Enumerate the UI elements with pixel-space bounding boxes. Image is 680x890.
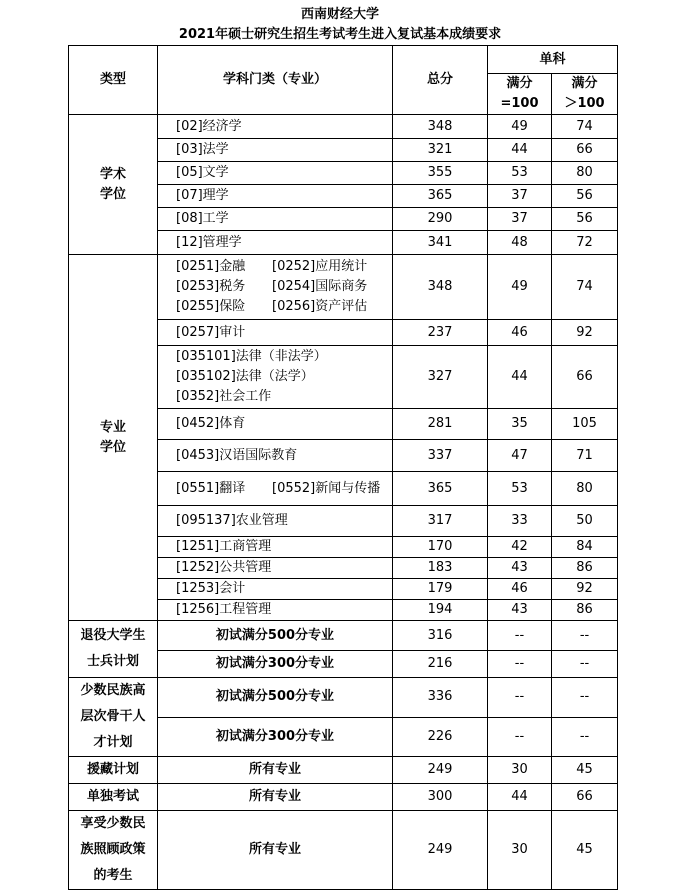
subject-cell: 初试满分300分专业 xyxy=(158,717,393,757)
total-score: 300 xyxy=(393,784,488,811)
subject-cell: [03]法学 xyxy=(158,139,393,162)
subject-cell: [1251]工商管理 xyxy=(158,537,393,558)
subject-cell: [05]文学 xyxy=(158,162,393,185)
total-score: 336 xyxy=(393,678,488,718)
header-total: 总分 xyxy=(393,46,488,115)
category-professional xyxy=(69,255,158,621)
subject-cell: 初试满分500分专业 xyxy=(158,621,393,651)
subject-cell: [1253]会计 xyxy=(158,579,393,600)
category-minority-line1: 少数民族高 xyxy=(80,683,146,698)
score-100: 44 xyxy=(488,784,552,811)
total-score: 316 xyxy=(393,621,488,651)
score-gt100: 50 xyxy=(552,506,618,537)
score-table xyxy=(68,45,618,890)
score-100: -- xyxy=(488,621,552,651)
subject-cell: [0452]体育 xyxy=(158,409,393,440)
header-single: 单科 xyxy=(488,46,618,74)
subject-cell: 所有专业 xyxy=(158,784,393,811)
subject-cell: [095137]农业管理 xyxy=(158,506,393,537)
category-policy-line2: 族照顾政策 xyxy=(80,842,146,857)
category-minority xyxy=(69,678,158,757)
score-100: 37 xyxy=(488,185,552,208)
score-gt100: -- xyxy=(552,651,618,678)
subject-item: [0552]新闻与传播 xyxy=(272,480,381,496)
subject-cell xyxy=(158,472,393,506)
score-gt100: 80 xyxy=(552,162,618,185)
category-minority-line3: 才计划 xyxy=(93,735,133,750)
subject-cell: 所有专业 xyxy=(158,811,393,890)
score-100: 53 xyxy=(488,162,552,185)
category-tibet: 援藏计划 xyxy=(69,757,158,784)
score-gt100: 84 xyxy=(552,537,618,558)
total-score: 321 xyxy=(393,139,488,162)
score-100: 48 xyxy=(488,231,552,255)
score-gt100: 92 xyxy=(552,579,618,600)
score-gt100: 66 xyxy=(552,784,618,811)
score-100: -- xyxy=(488,717,552,757)
score-gt100: 86 xyxy=(552,600,618,621)
category-academic-line2: 学位 xyxy=(99,186,126,202)
total-score: 327 xyxy=(393,346,488,409)
header-full100 xyxy=(488,74,552,115)
subject-cell: 所有专业 xyxy=(158,757,393,784)
score-gt100: 45 xyxy=(552,757,618,784)
total-score: 194 xyxy=(393,600,488,621)
score-gt100: 56 xyxy=(552,185,618,208)
total-score: 341 xyxy=(393,231,488,255)
total-score: 216 xyxy=(393,651,488,678)
score-100: 44 xyxy=(488,139,552,162)
total-score: 337 xyxy=(393,440,488,472)
subject-cell: [07]理学 xyxy=(158,185,393,208)
subject-cell: [0257]审计 xyxy=(158,320,393,346)
total-score: 170 xyxy=(393,537,488,558)
subject-item: [035102]法律（法学） xyxy=(176,369,314,384)
score-gt100: -- xyxy=(552,717,618,757)
score-100: 42 xyxy=(488,537,552,558)
score-100: -- xyxy=(488,651,552,678)
score-gt100: 56 xyxy=(552,208,618,231)
subject-item: [0255]保险 xyxy=(176,299,246,314)
subject-item: [0551]翻译 xyxy=(176,480,246,496)
score-gt100: 45 xyxy=(552,811,618,890)
score-gt100: 74 xyxy=(552,115,618,139)
header-type: 类型 xyxy=(69,46,158,115)
header-subject: 学科门类（专业） xyxy=(158,46,393,115)
category-veteran-line2: 士兵计划 xyxy=(86,654,139,669)
subject-cell: 初试满分300分专业 xyxy=(158,651,393,678)
score-100: 49 xyxy=(488,255,552,320)
score-gt100: 105 xyxy=(552,409,618,440)
category-policy-line1: 享受少数民 xyxy=(80,816,146,831)
total-score: 317 xyxy=(393,506,488,537)
category-minority-line2: 层次骨干人 xyxy=(80,709,146,724)
score-gt100: 72 xyxy=(552,231,618,255)
subject-item: [0251]金融 xyxy=(176,259,246,274)
subject-cell: [1252]公共管理 xyxy=(158,558,393,579)
document-title: 2021年硕士研究生招生考试考生进入复试基本成绩要求 xyxy=(178,27,502,42)
total-score: 281 xyxy=(393,409,488,440)
category-academic-line1: 学术 xyxy=(99,166,126,182)
total-score: 348 xyxy=(393,115,488,139)
subject-cell: [12]管理学 xyxy=(158,231,393,255)
score-gt100: 66 xyxy=(552,346,618,409)
score-100: 37 xyxy=(488,208,552,231)
total-score: 355 xyxy=(393,162,488,185)
score-gt100: 74 xyxy=(552,255,618,320)
subject-cell: [08]工学 xyxy=(158,208,393,231)
total-score: 249 xyxy=(393,757,488,784)
score-100: 49 xyxy=(488,115,552,139)
score-100: 44 xyxy=(488,346,552,409)
score-gt100: -- xyxy=(552,678,618,718)
score-100: 46 xyxy=(488,320,552,346)
header-full100-value: =100 xyxy=(500,96,539,111)
score-100: 35 xyxy=(488,409,552,440)
score-100: 46 xyxy=(488,579,552,600)
category-minority-policy xyxy=(69,811,158,890)
subject-cell: [1256]工程管理 xyxy=(158,600,393,621)
subject-cell xyxy=(158,255,393,320)
category-policy-line3: 的考生 xyxy=(93,868,133,883)
total-score: 226 xyxy=(393,717,488,757)
total-score: 237 xyxy=(393,320,488,346)
score-100: 47 xyxy=(488,440,552,472)
category-professional-line2: 学位 xyxy=(99,439,126,455)
score-gt100: 71 xyxy=(552,440,618,472)
subject-cell: [0453]汉语国际教育 xyxy=(158,440,393,472)
header-fullgt-label: 满分 xyxy=(571,76,598,91)
category-professional-line1: 专业 xyxy=(99,419,126,435)
total-score: 183 xyxy=(393,558,488,579)
score-100: 30 xyxy=(488,757,552,784)
category-veteran xyxy=(69,621,158,678)
score-100: 43 xyxy=(488,600,552,621)
subject-item: [0254]国际商务 xyxy=(272,279,368,294)
score-100: 53 xyxy=(488,472,552,506)
subject-cell xyxy=(158,346,393,409)
score-gt100: -- xyxy=(552,621,618,651)
total-score: 249 xyxy=(393,811,488,890)
total-score: 365 xyxy=(393,185,488,208)
score-100: -- xyxy=(488,678,552,718)
total-score: 290 xyxy=(393,208,488,231)
score-gt100: 92 xyxy=(552,320,618,346)
subject-item: [0253]税务 xyxy=(176,279,246,294)
subject-item: [0252]应用统计 xyxy=(272,259,368,274)
school-name: 西南财经大学 xyxy=(300,7,379,22)
subject-item: [035101]法律（非法学） xyxy=(176,349,327,364)
category-single-exam: 单独考试 xyxy=(69,784,158,811)
score-100: 43 xyxy=(488,558,552,579)
category-academic xyxy=(69,115,158,255)
score-100: 30 xyxy=(488,811,552,890)
subject-item: [0256]资产评估 xyxy=(272,299,368,314)
total-score: 179 xyxy=(393,579,488,600)
score-gt100: 80 xyxy=(552,472,618,506)
score-gt100: 66 xyxy=(552,139,618,162)
subject-cell: [02]经济学 xyxy=(158,115,393,139)
header-fullgt xyxy=(552,74,618,115)
header-fullgt-value: ＞100 xyxy=(564,96,605,111)
score-gt100: 86 xyxy=(552,558,618,579)
total-score: 365 xyxy=(393,472,488,506)
subject-cell: 初试满分500分专业 xyxy=(158,678,393,718)
header-full100-label: 满分 xyxy=(506,76,533,91)
category-veteran-line1: 退役大学生 xyxy=(80,628,146,643)
score-100: 33 xyxy=(488,506,552,537)
subject-item: [0352]社会工作 xyxy=(176,389,272,404)
total-score: 348 xyxy=(393,255,488,320)
